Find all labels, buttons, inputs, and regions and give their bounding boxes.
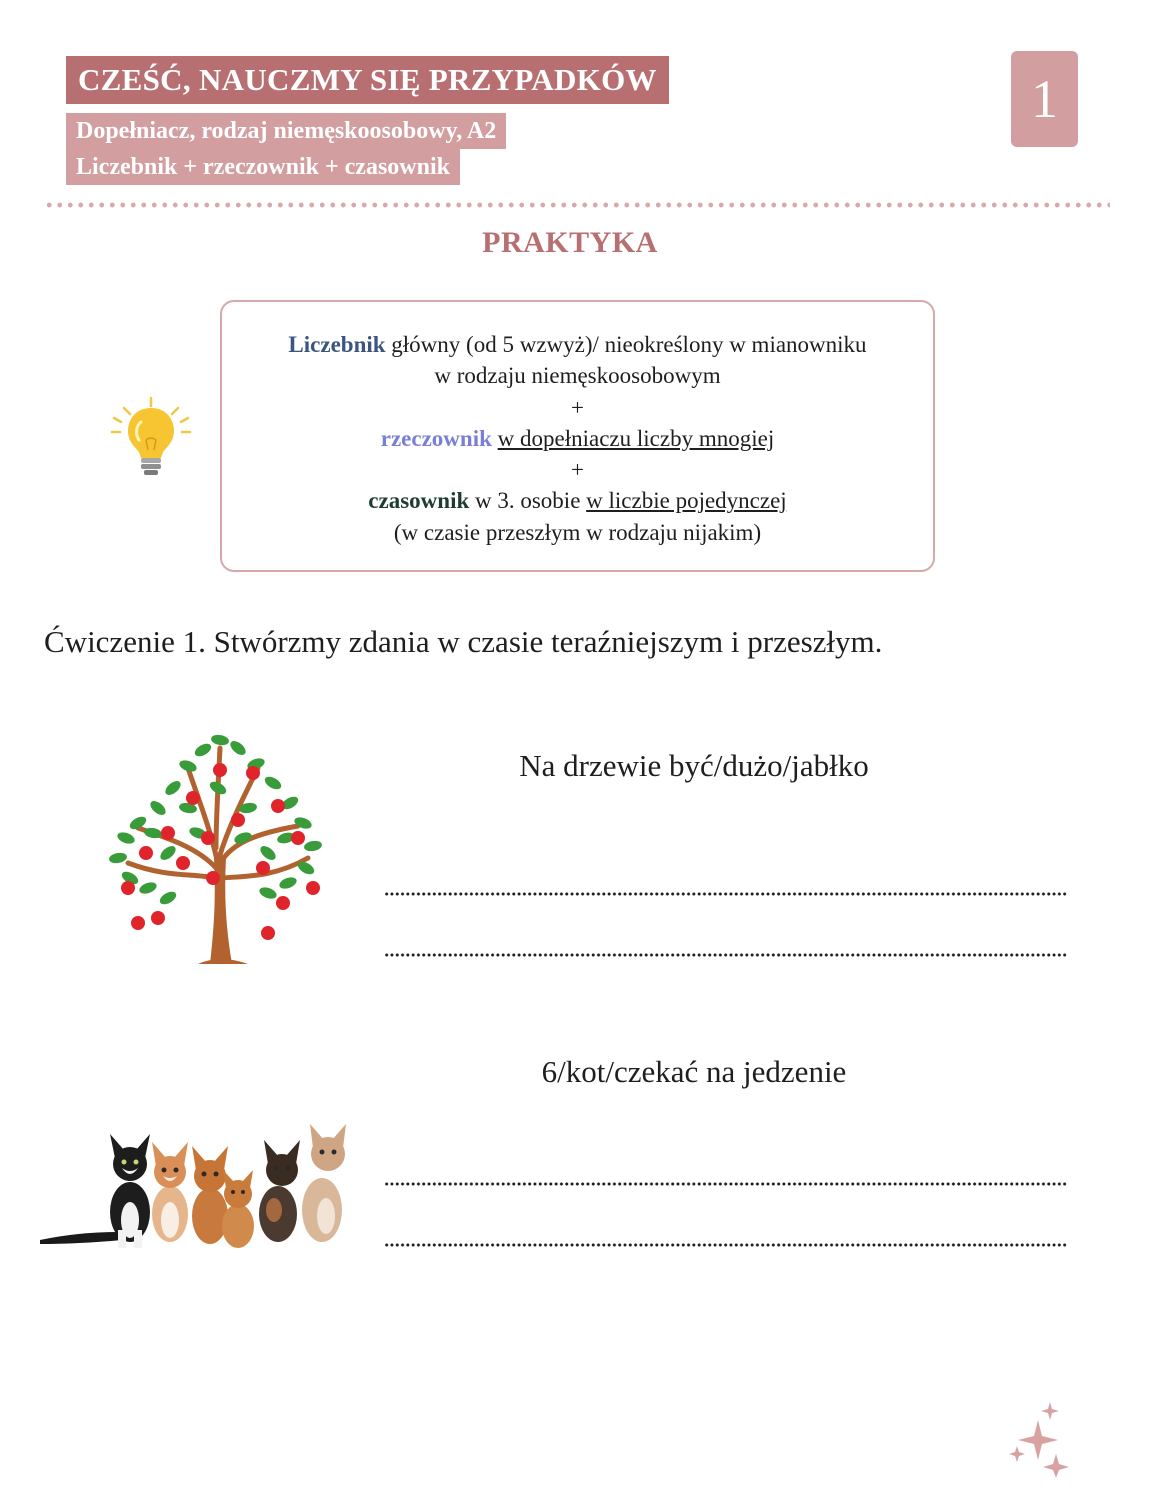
rule-line-4-text: w 3. osobie [469, 488, 587, 514]
rule-line-4 [222, 485, 933, 516]
section-title: PRAKTYKA [482, 226, 658, 259]
rule-line-1-text: główny (od 5 wzwyż)/ nieokreślony w mianowniku [385, 332, 867, 357]
exercise-title: Ćwiczenie 1. Stwórzmy zdania w czasie teraźniejszym i przeszłym. [44, 624, 883, 659]
keyword-liczebnik: Liczebnik [288, 332, 386, 357]
worksheet-subtitle-2: Liczebnik + rzeczownik + czasownik [66, 149, 460, 185]
lightbulb-icon [106, 394, 196, 480]
rule-plus-2: + [571, 457, 584, 483]
exercise-prompt-2: 6/kot/czekać na jedzenie [541, 1054, 847, 1089]
answer-line[interactable] [384, 892, 1068, 896]
apple-tree-image [98, 728, 338, 968]
exercise-prompt-1: Na drzewie być/dużo/jabłko [519, 748, 869, 783]
rule-line-5: (w czasie przeszłym w rodzaju nijakim) [393, 519, 762, 545]
worksheet-subtitle-1: Dopełniacz, rodzaj niemęskoosobowy, A2 [66, 113, 506, 149]
rule-line-3-underlined: w dopełniaczu liczby mnogiej [497, 425, 775, 451]
sparkle-icon [1008, 1402, 1074, 1478]
answer-line[interactable] [384, 1182, 1068, 1186]
keyword-rzeczownik: rzeczownik [380, 425, 492, 451]
page-number-badge: 1 [1011, 51, 1078, 147]
answer-line[interactable] [384, 1243, 1068, 1247]
keyword-czasownik: czasownik [368, 488, 470, 514]
rule-line-3 [222, 423, 933, 454]
rule-line-4-underlined: w liczbie pojedynczej [586, 488, 787, 514]
grammar-rule-box [220, 300, 935, 572]
answer-line[interactable] [384, 953, 1068, 957]
kittens-image [38, 1120, 356, 1256]
worksheet-title: CZEŚĆ, NAUCZMY SIĘ PRZYPADKÓW [66, 56, 669, 104]
rule-line-2: w rodzaju niemęskoosobowym [434, 363, 721, 389]
rule-plus-1: + [571, 394, 584, 420]
dotted-divider [44, 202, 1110, 208]
rule-line-1 [222, 329, 933, 360]
